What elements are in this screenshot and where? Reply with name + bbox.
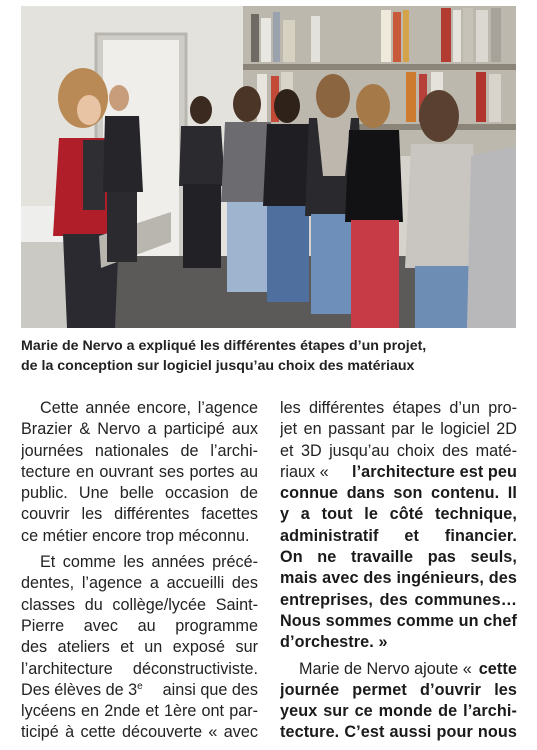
article-photo (21, 6, 516, 328)
text-fragment: ainsi que des (162, 680, 258, 699)
text-line: journées nationales de l’archi- (21, 441, 258, 460)
text-fragment: riaux « (280, 462, 329, 481)
caption-line-2: de la conception sur logiciel jusqu’au choix des matériaux (21, 358, 415, 374)
text-line (21, 680, 258, 701)
quote-line: On ne travaille pas seuls, (280, 548, 517, 567)
quote-line: administratif et financier. (280, 526, 517, 545)
text-fragment (21, 680, 143, 701)
text-line: l’architecture déconstructiviste. (21, 659, 258, 678)
students-visit-photo (21, 6, 516, 328)
quote-line: d’orchestre. » (280, 633, 388, 652)
quote-line: journée permet d’ouvrir les (280, 680, 517, 699)
quote-fragment: cette (478, 659, 517, 678)
text-fragment: Des élèves de 3 (21, 680, 138, 699)
superscript: e (137, 680, 143, 692)
text-line: les différentes étapes d’un pro- (280, 399, 517, 417)
text-line: dentes, l’agence a accueilli des (21, 574, 258, 593)
text-line: ticipé à cette découverte « avec (21, 723, 258, 742)
text-line: Cette année encore, l’agence (40, 399, 258, 417)
text-line: ce métier encore trop méconnu. (21, 526, 250, 545)
text-line: lycéens en 2nde et 1ère ont par- (21, 702, 258, 721)
text-line: des ateliers et un exposé sur (21, 638, 258, 657)
text-line: Et comme les années précé- (40, 553, 258, 572)
text-line: et 3D jusqu’au choix des maté- (280, 441, 517, 460)
article-column-right (280, 398, 517, 744)
article-column-left (21, 398, 258, 744)
text-line: classes du collège/lycée Saint- (21, 595, 258, 614)
quote-line: mais avec des ingénieurs, des (280, 569, 517, 588)
quote-line: tecture. C’est aussi pour nous (280, 723, 517, 742)
photo-caption (21, 336, 521, 376)
caption-line-1: Marie de Nervo a expliqué les différentes étapes d’un projet, (21, 338, 427, 354)
quote-line: connue dans son contenu. Il (280, 484, 517, 503)
text-line (280, 462, 517, 483)
quote-line: yeux sur ce monde de l’archi- (280, 702, 517, 721)
text-line (280, 659, 517, 680)
text-line: jet en passant par le logiciel 2D (280, 420, 517, 439)
text-line: tecture en ouvrant ses portes au (21, 462, 258, 481)
quote-fragment: l’architecture est peu (351, 462, 517, 481)
quote-line: Nous sommes comme un chef (280, 611, 517, 630)
text-line: Pierre avec au programme (21, 616, 258, 635)
text-line: public. Une belle occasion de (21, 484, 258, 503)
text-line: Brazier & Nervo a participé aux (21, 420, 258, 439)
quote-line: y a tout le côté technique, (280, 505, 517, 524)
text-line: couvrir les différentes facettes (21, 505, 258, 524)
quote-line: entreprises, des communes… (280, 590, 517, 609)
text-fragment: Marie de Nervo ajoute « (299, 659, 472, 678)
